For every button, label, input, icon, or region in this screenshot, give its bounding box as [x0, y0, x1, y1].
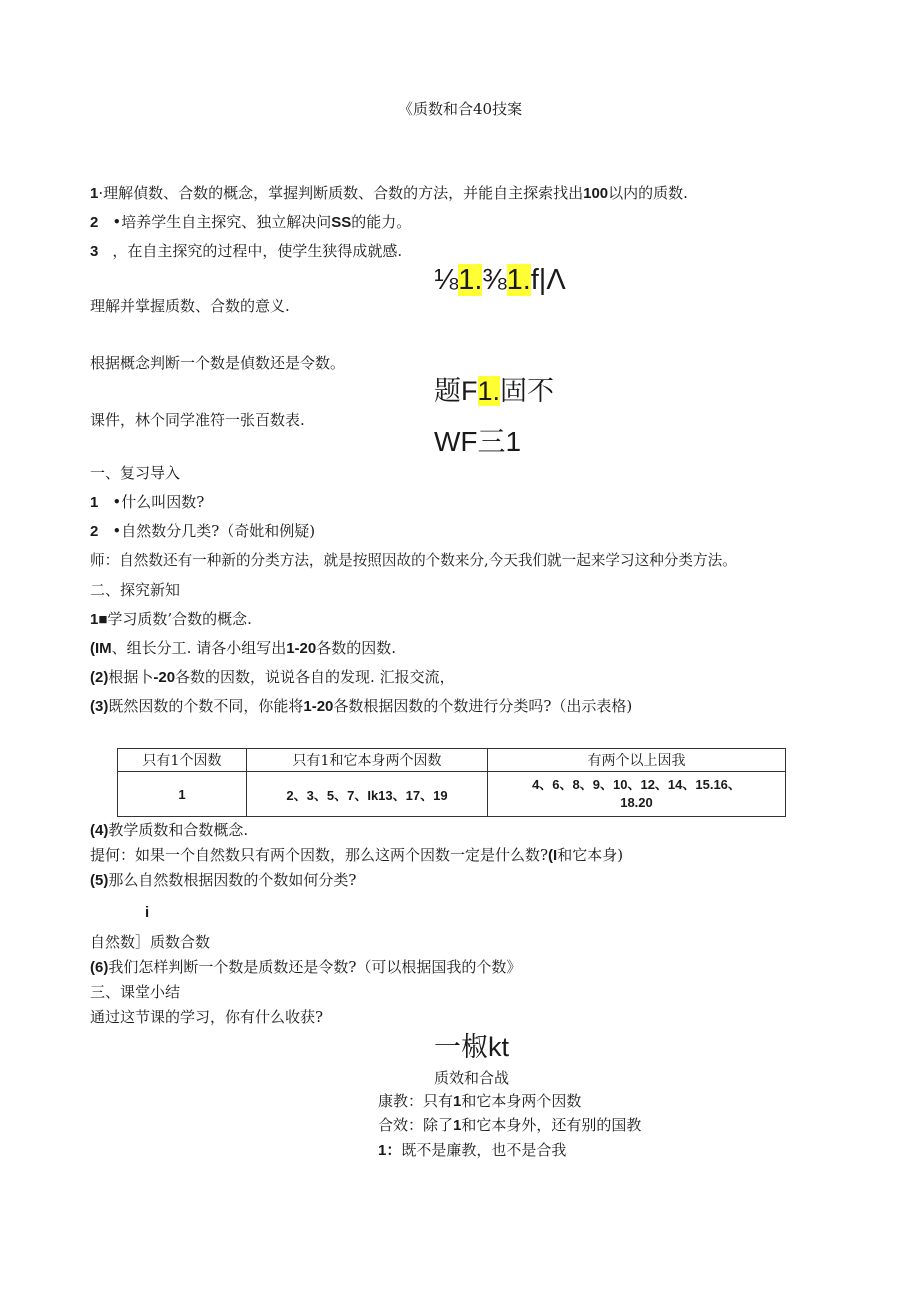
board-line-1 — [378, 1091, 581, 1112]
step-marker: (3) — [90, 698, 109, 715]
objective-text: ，在自主探究的过程中，使学生狭得成就感. — [112, 242, 403, 260]
step-1 — [90, 609, 252, 630]
table-header-cell: 只有1个因数 — [118, 749, 247, 772]
heading-preparation — [434, 375, 554, 407]
section-2-heading: 二、探究新知 — [90, 581, 181, 599]
heading-glyph: f|Λ — [530, 264, 566, 296]
step-marker: (5) — [90, 872, 109, 889]
objective-bold: SS — [331, 214, 352, 231]
board-design-heading: 一椒kt — [434, 1032, 510, 1062]
prompt-bold: (I — [548, 847, 558, 864]
heading-glyph: ⅛ — [434, 264, 459, 296]
step-text: 教学质数和合数概念. — [108, 821, 249, 839]
board-text: 合效：除了 — [378, 1116, 454, 1134]
step-4 — [90, 696, 632, 717]
board-subtitle: 质效和合战 — [434, 1069, 510, 1087]
heading-highlight: 1. — [458, 264, 483, 296]
step-text: 学习质数’合数的概念. — [107, 610, 252, 628]
factor-classification-table — [117, 748, 786, 817]
objective-bold: 100 — [583, 185, 609, 202]
table-cell-line: 18.20 — [620, 795, 653, 810]
step-7 — [90, 957, 521, 978]
board-bold: 1 — [453, 1093, 462, 1110]
step-5 — [90, 820, 248, 841]
question-text: •自然数分几类?（奇妣和例疑) — [112, 522, 316, 540]
step-bold: -20 — [153, 669, 176, 686]
step-text: 根据卜 — [108, 668, 154, 686]
question-1 — [90, 492, 204, 513]
prompt-text: 提何：如果一个自然数只有两个因数，那么这两个因数一定是什么数? — [90, 846, 549, 864]
table-header-cell: 有两个以上因我 — [488, 749, 786, 772]
heading-glyph: ⅜ — [482, 264, 507, 296]
objective-text: ·理解偵数、合数的概念，掌握判断质数、合数的方法，并能自主探索找出 — [98, 184, 584, 202]
question-number: 1 — [90, 494, 99, 511]
step-2 — [90, 638, 396, 659]
heading-highlight: 1. — [477, 376, 501, 406]
objective-1 — [90, 183, 688, 204]
objective-text-end: 的能力。 — [351, 213, 412, 231]
prompt-text-end: 和它本身) — [557, 846, 624, 864]
heading-teaching-focus — [434, 263, 566, 297]
teacher-line: 师：自然数还有一种新的分类方法，就是按照因故的个数来分,今天我们就一起来学习这种分类方法。 — [90, 552, 737, 569]
table-header-row — [118, 749, 786, 772]
step-bold: 1-20 — [303, 698, 334, 715]
step-marker: (4) — [90, 822, 109, 839]
doc-title: 《质数和合40技案 — [398, 100, 523, 118]
objective-2 — [90, 212, 411, 233]
board-line-3 — [378, 1140, 566, 1161]
step-marker: (6) — [90, 959, 109, 976]
board-text: 康教：只有 — [378, 1092, 454, 1110]
table-cell — [488, 772, 786, 817]
board-text: 既不是廉教，也不是合我 — [401, 1141, 567, 1159]
prompt-line — [90, 845, 623, 866]
question-text: •什么叫因数? — [112, 493, 205, 511]
step-text: 我们怎样判断一个数是质数还是令数?（可以根据国我的个数》 — [108, 958, 522, 976]
heading-glyph: 固不 — [500, 376, 555, 406]
board-text-end: 和它本身两个因数 — [461, 1092, 582, 1110]
step-text-end: 各数的因数. — [316, 639, 397, 657]
step-marker: (IM — [90, 640, 112, 657]
stray-mark: i — [145, 904, 150, 921]
step-3 — [90, 667, 455, 688]
objective-number: 3 — [90, 243, 99, 260]
heading-glyph: 题F — [434, 376, 478, 406]
step-marker: (2) — [90, 669, 109, 686]
step-6 — [90, 870, 356, 891]
objective-3 — [90, 241, 402, 262]
objective-number: 2 — [90, 214, 99, 231]
preparation-text: 课件，林个同学准符一张百数表. — [90, 411, 305, 429]
objective-text-end: 以内的质数. — [608, 184, 688, 202]
table-cell-line: 4、6、8、9、10、12、14、15.16、 — [532, 777, 741, 792]
objective-text: •培养学生自主探究、独立解决问 — [112, 213, 332, 231]
step-text-end: 各数的因数，说说各自的发现. 汇报交流， — [175, 668, 455, 686]
step-text: 既然因数的个数不同，你能将 — [108, 697, 304, 715]
question-number: 2 — [90, 523, 99, 540]
table-header-cell: 只有1和它本身两个因数 — [247, 749, 488, 772]
step-text-end: 各数根据因数的个数进行分类吗?（出示表格) — [333, 697, 633, 715]
natural-number-classification: 自然数］质数合数 — [90, 933, 211, 951]
key-point: 理解并掌握质数、合数的意义. — [90, 297, 290, 315]
difficult-point: 根据概念判断一个数是偵数还是令数。 — [90, 354, 346, 372]
board-line-2 — [378, 1115, 641, 1136]
board-text-end: 和它本身外，还有别的国教 — [461, 1116, 642, 1134]
summary-question: 通过这节课的学习，你有什么收获? — [90, 1008, 324, 1026]
heading-highlight: 1. — [506, 264, 531, 296]
table-cell: 1 — [118, 772, 247, 817]
section-3-heading: 三、课堂小结 — [90, 983, 181, 1001]
step-marker: 1■ — [90, 611, 108, 628]
board-bold: 1 — [453, 1117, 462, 1134]
section-1-heading: 一、复习导入 — [90, 464, 181, 482]
table-cell: 2、3、5、7、Ik13、17、19 — [247, 772, 488, 817]
objective-number: 1 — [90, 185, 99, 202]
step-text: 、组长分工. 请各小组写出 — [111, 639, 287, 657]
board-bold: 1： — [378, 1142, 402, 1159]
table-row — [118, 772, 786, 817]
step-bold: 1-20 — [286, 640, 317, 657]
heading-process: WF三1 — [434, 426, 522, 457]
question-2 — [90, 521, 315, 542]
step-text: 那么自然数根据因数的个数如何分类? — [108, 871, 357, 889]
